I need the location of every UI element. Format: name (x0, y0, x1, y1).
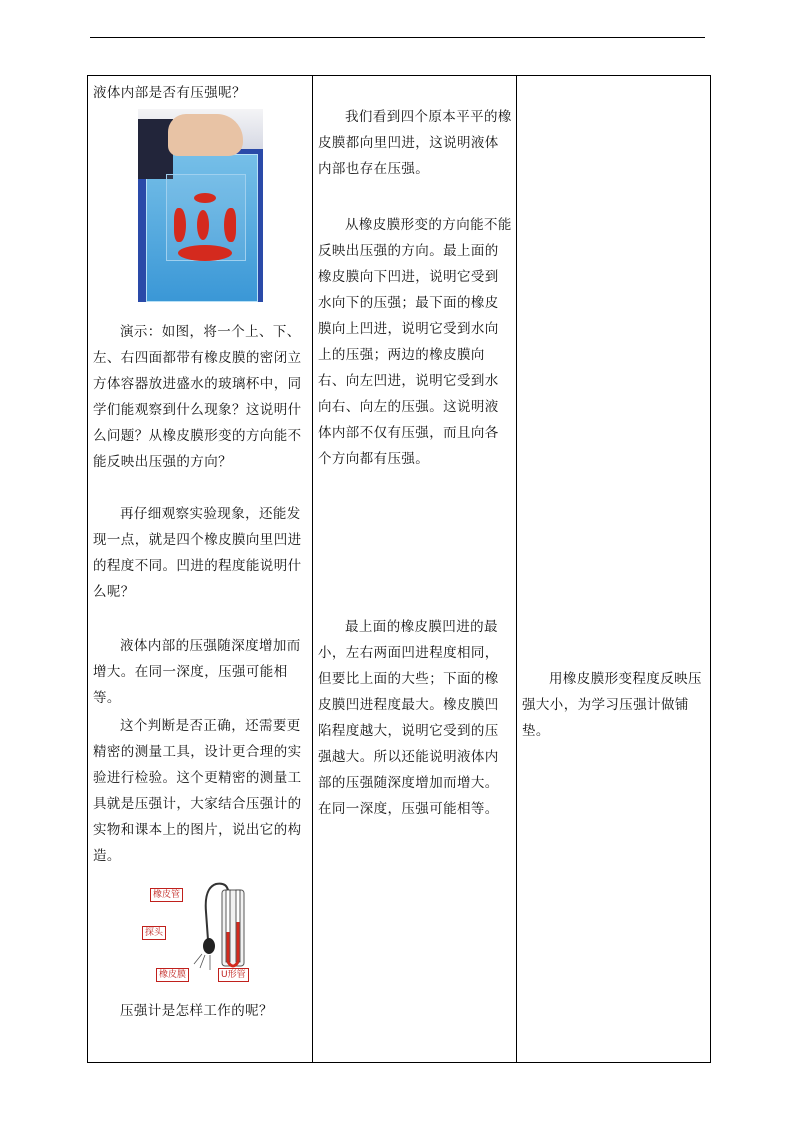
label-rubber-membrane: 橡皮膜 (156, 968, 189, 982)
pressure-gauge-diagram (145, 882, 280, 982)
table-row (88, 76, 711, 1063)
question-paragraph: 压强计是怎样工作的呢？ (120, 1003, 273, 1019)
label-u-tube: U形管 (218, 968, 249, 982)
teacher-activity-cell (88, 76, 313, 1063)
student-answer-2: 从橡皮膜形变的方向能不能反映出压强的方向。最上面的橡皮膜向下凹进，说明它受到水向下的压强；最下面的橡皮膜向上凹进，说明它受到水向上的压强；两边的橡皮膜向右、向左凹进，说明它受到水向右、向左的压强。这说明液体内部不仅有压强，而且向各个方向都有压强。 (318, 217, 512, 467)
guess-paragraph: 液体内部的压强随深度增加而增大。在同一深度，压强可能相等。 (93, 638, 301, 706)
design-intent-cell (517, 76, 711, 1063)
student-activity-cell (313, 76, 517, 1063)
design-intent-text: 用橡皮膜形变程度反映压强大小，为学习压强计做铺垫。 (522, 671, 702, 739)
lesson-table (87, 75, 711, 1063)
label-probe: 探头 (142, 926, 166, 940)
student-answer-1: 我们看到四个原本平平的橡皮膜都向里凹进，这说明液体内部也存在压强。 (318, 109, 512, 177)
question-heading: 液体内部是否有压强呢？ (93, 85, 246, 101)
demo-paragraph: 演示：如图，将一个上、下、左、右四面都带有橡皮膜的密闭立方体容器放进盛水的玻璃杯中，同学们能观察到什么现象？这说明什么问题？从橡皮膜形变的方向能不能反映出压强的方向？ (93, 324, 302, 470)
observe-paragraph: 再仔细观察实验现象，还能发现一点，就是四个橡皮膜向里凹进的程度不同。凹进的程度能说明什么呢？ (93, 506, 302, 600)
page-header-rule (90, 37, 705, 38)
label-rubber-tube: 橡皮管 (150, 888, 183, 902)
tool-paragraph: 这个判断是否正确，还需要更精密的测量工具，设计更合理的实验进行检验。这个更精密的测量工具就是压强计，大家结合压强计的实物和课本上的图片，说出它的构造。 (93, 718, 302, 864)
student-answer-3: 最上面的橡皮膜凹进的最小，左右两面凹进程度相同，但要比上面的大些；下面的橡皮膜凹进程度最大。橡皮膜凹陷程度越大，说明它受到的压强越大。所以还能说明液体内部的压强随深度增加而增大。在同一深度，压强可能相等。 (318, 619, 499, 817)
experiment-photo (138, 109, 263, 302)
